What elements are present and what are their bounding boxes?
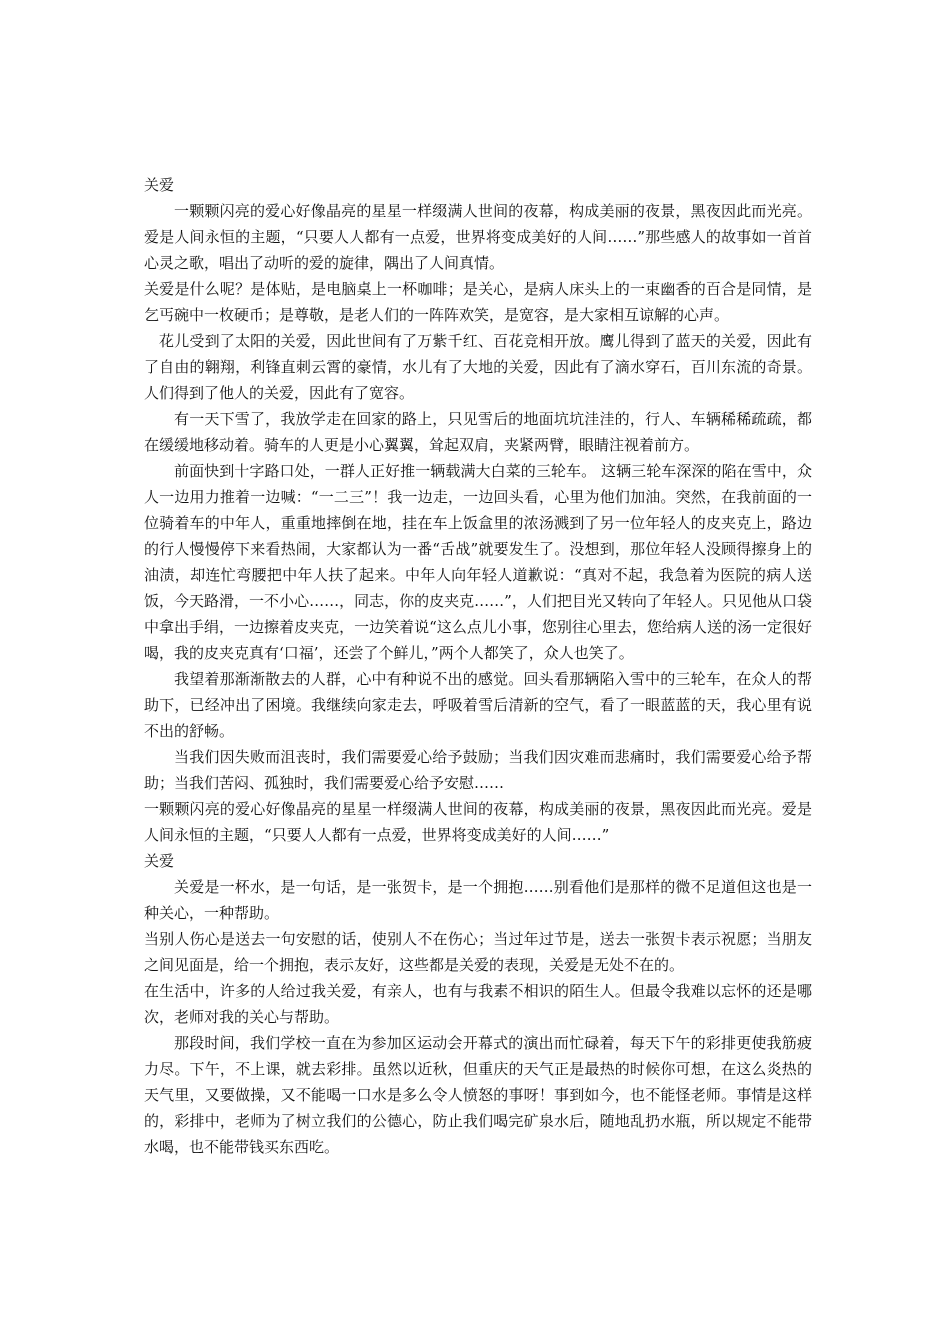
- paragraph: 在生活中，许多的人给过我关爱，有亲人，也有与我素不相识的陌生人。但最令我难以忘怀的还是哪次，老师对我的关心与帮助。: [144, 982, 812, 1026]
- article-body: [144, 198, 812, 848]
- paragraph: 那段时间，我们学校一直在为参加区运动会开幕式的演出而忙碌着，每天下午的彩排更使我筋疲力尽。下午，不上课，就去彩排。虽然以近秋，但重庆的天气正是最热的时候你可想，在这么炎热的天气里，又要做操，又不能喝一口水是多么令人愤怒的事呀！事到如今，也不能怪老师。事情是这样的，彩排中，老师为了树立我们的公德心，防止我们喝完矿泉水后，随地乱扔水瓶，所以规定不能带水喝，也不能带钱买东西吃。: [144, 1034, 812, 1156]
- paragraph: 一颗颗闪亮的爱心好像晶亮的星星一样缀满人世间的夜幕，构成美丽的夜景，黑夜因此而光亮。爱是人间永恒的主题，“只要人人都有一点爱，世界将变成美好的人间……”: [144, 800, 812, 844]
- paragraph: 当别人伤心是送去一句安慰的话，使别人不在伤心；当过年过节是，送去一张贺卡表示祝愿；当朋友之间见面是，给一个拥抱，表示友好，这些都是关爱的表现，关爱是无处不在的。: [144, 930, 812, 974]
- paragraph: 前面快到十字路口处，一群人正好推一辆载满大白菜的三轮车。 这辆三轮车深深的陷在雪中，众人一边用力推着一边喊：“一二三”！我一边走，一边回头看，心里为他们加油。突然，在我前面的一位骑着车的中年人，重重地摔倒在地，挂在车上饭盒里的浓汤溅到了另一位年轻人的皮夹克上，路边的行人慢慢停下来看热闹，大家都认为一番“舌战”就要发生了。没想到，那位年轻人没顾得擦身上的油渍，却连忙弯腰把中年人扶了起来。中年人向年轻人道歉说：“真对不起，我急着为医院的病人送饭，今天路滑，一不小心……，同志，你的皮夹克……”，人们把目光又转向了年轻人。只见他从口袋中拿出手绢，一边擦着皮夹克，一边笑着说“这么点儿小事，您别往心里去，您给病人送的汤一定很好喝，我的皮夹克真有‘口福’，还尝了个鲜儿，”两个人都笑了，众人也笑了。: [144, 462, 812, 662]
- paragraph: 一颗颗闪亮的爱心好像晶亮的星星一样缀满人世间的夜幕，构成美丽的夜景，黑夜因此而光亮。爱是人间永恒的主题，“只要人人都有一点爱，世界将变成美好的人间……”那些感人的故事如一首首心灵之歌，唱出了动听的爱的旋律，隅出了人间真情。: [144, 202, 812, 272]
- article-title: 关爱: [144, 852, 175, 870]
- paragraph: 当我们因失败而沮丧时，我们需要爱心给予鼓励；当我们因灾难而悲痛时，我们需要爱心给予帮助；当我们苦闷、孤独时，我们需要爱心给予安慰……: [144, 748, 812, 792]
- article-body: [144, 874, 812, 1160]
- paragraph: 有一天下雪了，我放学走在回家的路上，只见雪后的地面坑坑洼洼的，行人、车辆稀稀疏疏，都在缓缓地移动着。骑车的人更是小心翼翼，耸起双肩，夹紧两臂，眼睛注视着前方。: [144, 410, 812, 454]
- paragraph: 花儿受到了太阳的关爱，因此世间有了万紫千红、百花竞相开放。鹰儿得到了蓝天的关爱，因此有了自由的翱翔，利锋直刺云霄的豪情，水儿有了大地的关爱，因此有了滴水穿石，百川东流的奇景。人们得到了他人的关爱，因此有了宽容。: [144, 332, 812, 402]
- article-title: 关爱: [144, 176, 175, 194]
- document-page: [144, 172, 812, 1160]
- paragraph: 关爱是什么呢？是体贴，是电脑桌上一杯咖啡；是关心，是病人床头上的一束幽香的百合是同情，是乞丐碗中一枚硬币；是尊敬，是老人们的一阵阵欢笑，是宽容，是大家相互谅解的心声。: [144, 280, 812, 324]
- paragraph: 我望着那渐渐散去的人群，心中有种说不出的感觉。回头看那辆陷入雪中的三轮车，在众人的帮助下，已经冲出了困境。我继续向家走去，呼吸着雪后清新的空气，看了一眼蓝蓝的天，我心里有说不出的舒畅。: [144, 670, 812, 740]
- paragraph: 关爱是一杯水，是一句话，是一张贺卡，是一个拥抱……别看他们是那样的微不足道但这也是一种关心，一种帮助。: [144, 878, 812, 922]
